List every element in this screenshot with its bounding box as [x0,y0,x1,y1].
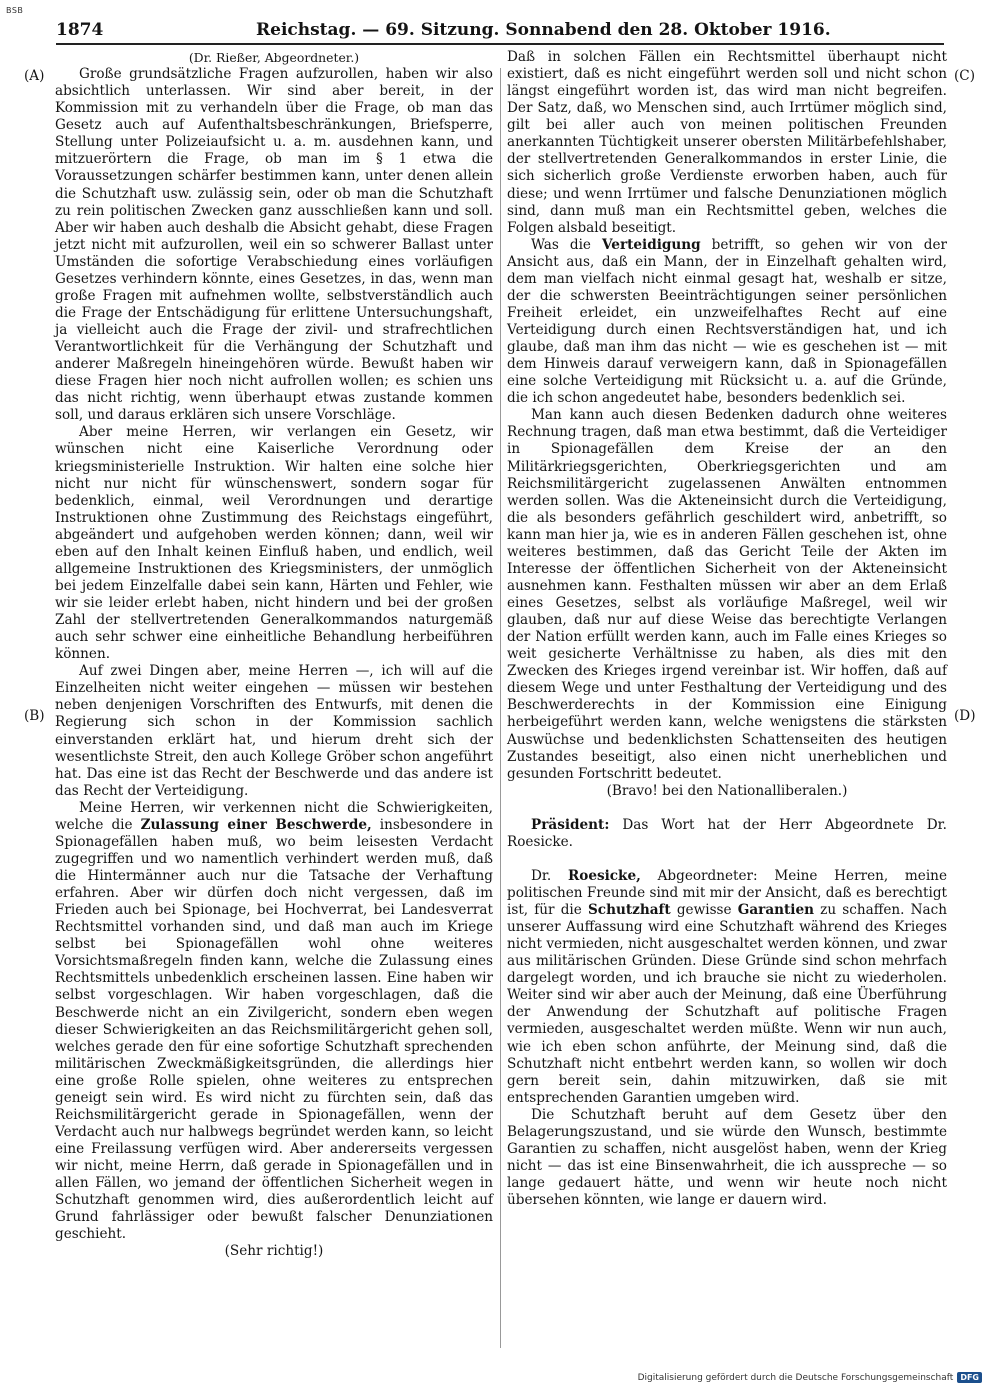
president-statement [507,817,947,851]
paragraph-text: Meine Herren, wir verkennen nicht die Schwierigkeiten, welche die [55,799,493,833]
paragraph: Man kann auch diesen Bedenken dadurch ohne weiteres Rechnung tragen, daß man etwa bestimmt, daß die Verteidiger in Spionagefällen dem Kreise der an den Militärkriegsgerichten, Oberkriegsgerichten und am Reichsmilitärgericht zugelassenen Anwälten entnommen werden sollen. Was die Akteneinsicht durch die Verteidigung, die als besonders gefährlich geschildert wird, anbetrifft, so kann man hier ja, wie es in anderen Fällen geschehen ist, ohne weiteres bestimmen, daß das Gericht Teile der Akten im Interesse der öffentlichen Sicherheit von der Akteneinsicht ausnehmen kann. Festhalten müssen wir aber an dem Erlaß eines Gesetzes, selbst als vorläufige Maßregel, weil wir glauben, daß nur auf diese Weise das berechtigte Verlangen der Nation erfüllt werden kann, auch im Falle eines Krieges so weit gesicherte Verhältnisse zu haben, als dies mit den Zwecken des Krieges irgend vereinbar ist. Wir hoffen, daß auf diesem Wege und unter Festhaltung der Verteidigung und des Beschwerderechts in der Kommission eine Einigung herbeigeführt werden kann, welche wenigstens die stärksten Auswüchse und bedenklichsten Schattenseiten des heutigen Zustandes beseitigt, also einen nicht unerheblichen und gesunden Fortschritt bedeutet. [507,407,947,782]
speaker-title: Dr. [531,867,552,884]
spacer [507,851,947,868]
paragraph: Große grundsätzliche Fragen aufzurollen, haben wir also absichtlich unterlassen. Wir sind aber bereit, in der Kommission mit zu verhandeln über die Frage, ob man das Gesetz auch auf Aufenthaltsbeschränkungen, Briefsperre, Stellung unter Polizeiaufsicht u. a. m. ausdehnen kann, und mitzuerörtern die Frage, ob man im § 1 etwa die Voraussetzungen schärfer bestimmen kann, unter denen allein die Schutzhaft usw. zulässig sein, oder ob man die Schutzhaft zu rein politischen Zwecken ganz ausschließen kann und soll. Aber wir haben auch deshalb die Absicht gehabt, diese Fragen jetzt nicht mit aufzurollen, weil ein so schwerer Ballast unter Umständen die sofortige Verabschiedung eines vorläufigen Gesetzes verhindern könnte, eines Gesetzes, in das, wenn man große Fragen mit aufnehmen wollte, selbstverständlich auch die Frage der Entschädigung für erlittene Untersuchungshaft, ja vielleicht auch die Frage der zivil- und strafrechtlichen Verantwortlichkeit für die Verhängung der Schutzhaft und anderer Maßregeln hineingehören würde. Bewußt haben wir diese Fragen hier noch nicht aufrollen wollen; es schien uns das nicht richtig, wenn überhaupt etwas zustande kommen soll, und daraus erklären sich unsere Vorschläge. [55,66,493,424]
column-divider [500,68,501,1348]
paragraph-text: Abgeordneter: Meine Herren, meine politischen Freunde sind mit mir der Ansicht, daß es berechtigt ist, für die [507,867,947,918]
page-header [56,18,944,42]
left-column [55,49,493,1260]
paragraph [55,800,493,1244]
emphasis-schutzhaft: Schutzhaft [587,902,671,918]
funding-note: Digitalisierung gefördert durch die Deutsche Forschungsgemeinschaft [637,1372,954,1383]
speaker-name: Roesicke, [567,867,641,884]
paragraph-text: gewisse [676,902,732,918]
speech-opening [507,868,947,1107]
margin-letter-d: (D) [954,708,976,724]
emphasis-beschwerde: Zulassung einer Beschwerde, [140,816,372,833]
margin-letter-b: (B) [24,708,45,724]
paragraph-text: insbesondere in Spionagefällen haben muß, wo beim leisesten Verdacht zugegriffen und wo namentlich verhindert werden muß, daß die Hintermänner auch nur die Tatsache der Verhaftung erfahren. Aber wir dürfen doch nicht vergessen, daß im Frieden auch bei Spionage, bei Hochverrat, bei Landesverrat Rechtsmittel vorhanden sind, und daß man auch im Kriege selbst bei Spionagefällen wohl ohne weiteres Vorsichtsmaßregeln finden kann, welche die Zulassung eines Rechtsmittels unbedenklich erscheinen lassen. Eine haben wir selbst vorgeschlagen. Wir haben vorgeschlagen, daß die Beschwerde nicht an ein Zivilgericht, sondern eben wegen dieser Schwierigkeiten an das Reichsmilitärgericht gehen soll, welches gerade den für eine sofortige Schutzhaft sprechenden militärischen Zweckmäßigkeitsgründen, die allerdings hier eine große Rolle spielen, ohne weiteres zu entsprechen geneigt sein wird. Es wird nicht zu fürchten sein, daß das Reichsmilitärgericht gerade in Spionagefällen, wenn der Verdacht auch nur halbwegs begründet werden kann, so leicht eine Freilassung verfügen wird. Aber andererseits vergessen wir nicht, meine Herrn, daß gerade in Spionagefällen und in allen Fällen, wo jemand der öffentlichen Sicherheit wegen in Schutzhaft genommen wird, dies außerordentlich leicht auf Grund fahrlässiger oder bewußt falscher Denunziationen geschieht. [55,816,493,1243]
margin-letter-c: (C) [954,68,976,84]
library-mark: BSB [6,6,24,15]
interjection: (Bravo! bei den Nationalliberalen.) [606,782,848,799]
emphasis-garantien: Garantien [737,902,814,918]
paragraph [507,237,947,408]
footer [638,1372,982,1383]
paragraph: Daß in solchen Fällen ein Rechtsmittel überhaupt nicht existiert, daß es nicht eingeführt werden soll und nicht schon längst eingeführt worden ist, das wird man nicht begreifen. Der Satz, daß, wo Menschen sind, auch Irrtümer möglich sind, gilt bei aller auch von meinen politischen Freunden anerkannten Tüchtigkeit unserer obersten Militärbefehlshaber, der stellvertretenden Generalkommandos in erster Linie, die sich sicherlich große Verdienste erworben haben, auch für diese; und wenn Irrtümer und falsche Denunziationen möglich sind, dann muß man ein Rechtsmittel geben, welches die Folgen alsbald beseitigt. [507,49,947,236]
spacer [507,800,947,817]
page-number: 1874 [56,20,104,40]
paragraph: Aber meine Herren, wir verlangen ein Gesetz, wir wünschen nicht eine Kaiserliche Verordnung oder kriegsministerielle Instruktion. Wir halten eine solche hier nicht nur nicht für wünschenswert, sondern sogar für bedenklich, einmal, weil Verordnungen und derartige Instruktionen ohne Zustimmung des Reichstags eingeführt, abgeändert und aufgehoben werden können; dann, weil wir eben auf den Inhalt keinen Einfluß haben, und endlich, weil allgemeine Instruktionen des Kriegsministers, der unmöglich bei jedem Einzelfalle dabei sein kann, Härten und Fehler, wie wir sie leider erlebt haben, nicht hindern und bei der großen Zahl der stellvertretenden Generalkommandos naturgemäß auch sehr schwer eine einheitliche Behandlung herbeiführen können. [55,424,493,663]
paragraph-text: zu schaffen. Nach unserer Auffassung wird eine Schutzhaft während des Krieges nicht vermieden, nicht ausgeschaltet werden können, und zwar aus militärischen Gründen. Diese Gründe sind schon mehrfach dargelegt worden, und ich brauche sie nicht zu wiederholen. Weiter sind wir aber auch der Meinung, daß eine Überführung der Anwendung der Schutzhaft auf politische Fragen vermieden, ausgeschaltet werden müßte. Wenn wir nun auch, wie ich eben schon anführte, der Meinung sind, daß die Schutzhaft nicht entbehrt werden kann, so wollen wir doch gern bereit sein, dahin mitzuwirken, daß sie mit entsprechenden Garantien umgeben wird. [507,902,948,1106]
dfg-logo: DFG [957,1372,982,1383]
paragraph-text: Was die [531,236,591,253]
president-text: Das Wort hat der Herr Abgeordnete Dr. Roesicke. [507,816,947,850]
right-column [507,49,947,1209]
speaker-intro: (Dr. Rießer, Abgeordneter.) [188,50,360,65]
emphasis-verteidigung: Verteidigung [602,236,701,253]
paragraph-text: betrifft, so gehen wir von der Ansicht aus, daß ein Mann, der in Einzelhaft gehalten wird, dem man vielfach nicht einmal gesagt hat, weshalb er sitze, der die schwersten Beeinträchtigungen seiner persönlichen Freiheit erleidet, ein unzweifelhaftes Recht auf eine Verteidigung durch einen Rechtsverständigen hat, und ich glaube, daß man ihm das nicht — wie es geschehen ist — mit dem Hinweis darauf verweigern kann, daß in Spionagefällen eine solche Verteidigung mit Rücksicht u. a. auf die Gründe, die ich schon angedeutet habe, besonders bedenklich sei. [507,236,947,407]
paragraph: Auf zwei Dingen aber, meine Herren —, ich will auf die Einzelheiten nicht weiter eingehen — müssen wir bestehen neben denjenigen Vorschriften des Entwurfs, mit denen die Regierung sich schon in der Kommission sachlich einverstanden erklärt hat, und hierum dreht sich der wesentlichste Streit, den auch Kollege Gröber schon angeführt hat. Das eine ist das Recht der Beschwerde und das andere ist das Recht der Verteidigung. [55,663,493,799]
running-title: Reichstag. — 69. Sitzung. Sonnabend den 28. Oktober 1916. [256,20,831,40]
paragraph: Die Schutzhaft beruht auf dem Gesetz über den Belagerungszustand, und sie würde den Wunsch, bestimmte Garantien zu schaffen, nicht ausgelöst haben, wenn der Krieg nicht — das ist eine Binsenwahrheit, die ich ausspreche — so lange gedauert hätte, und wenn wir heute noch nicht übersehen könnten, wie lange er dauern wird. [507,1106,947,1209]
header-rule [56,43,944,45]
president-label: Präsident: [531,816,610,833]
interjection: (Sehr richtig!) [224,1243,324,1260]
margin-letter-a: (A) [24,68,45,84]
